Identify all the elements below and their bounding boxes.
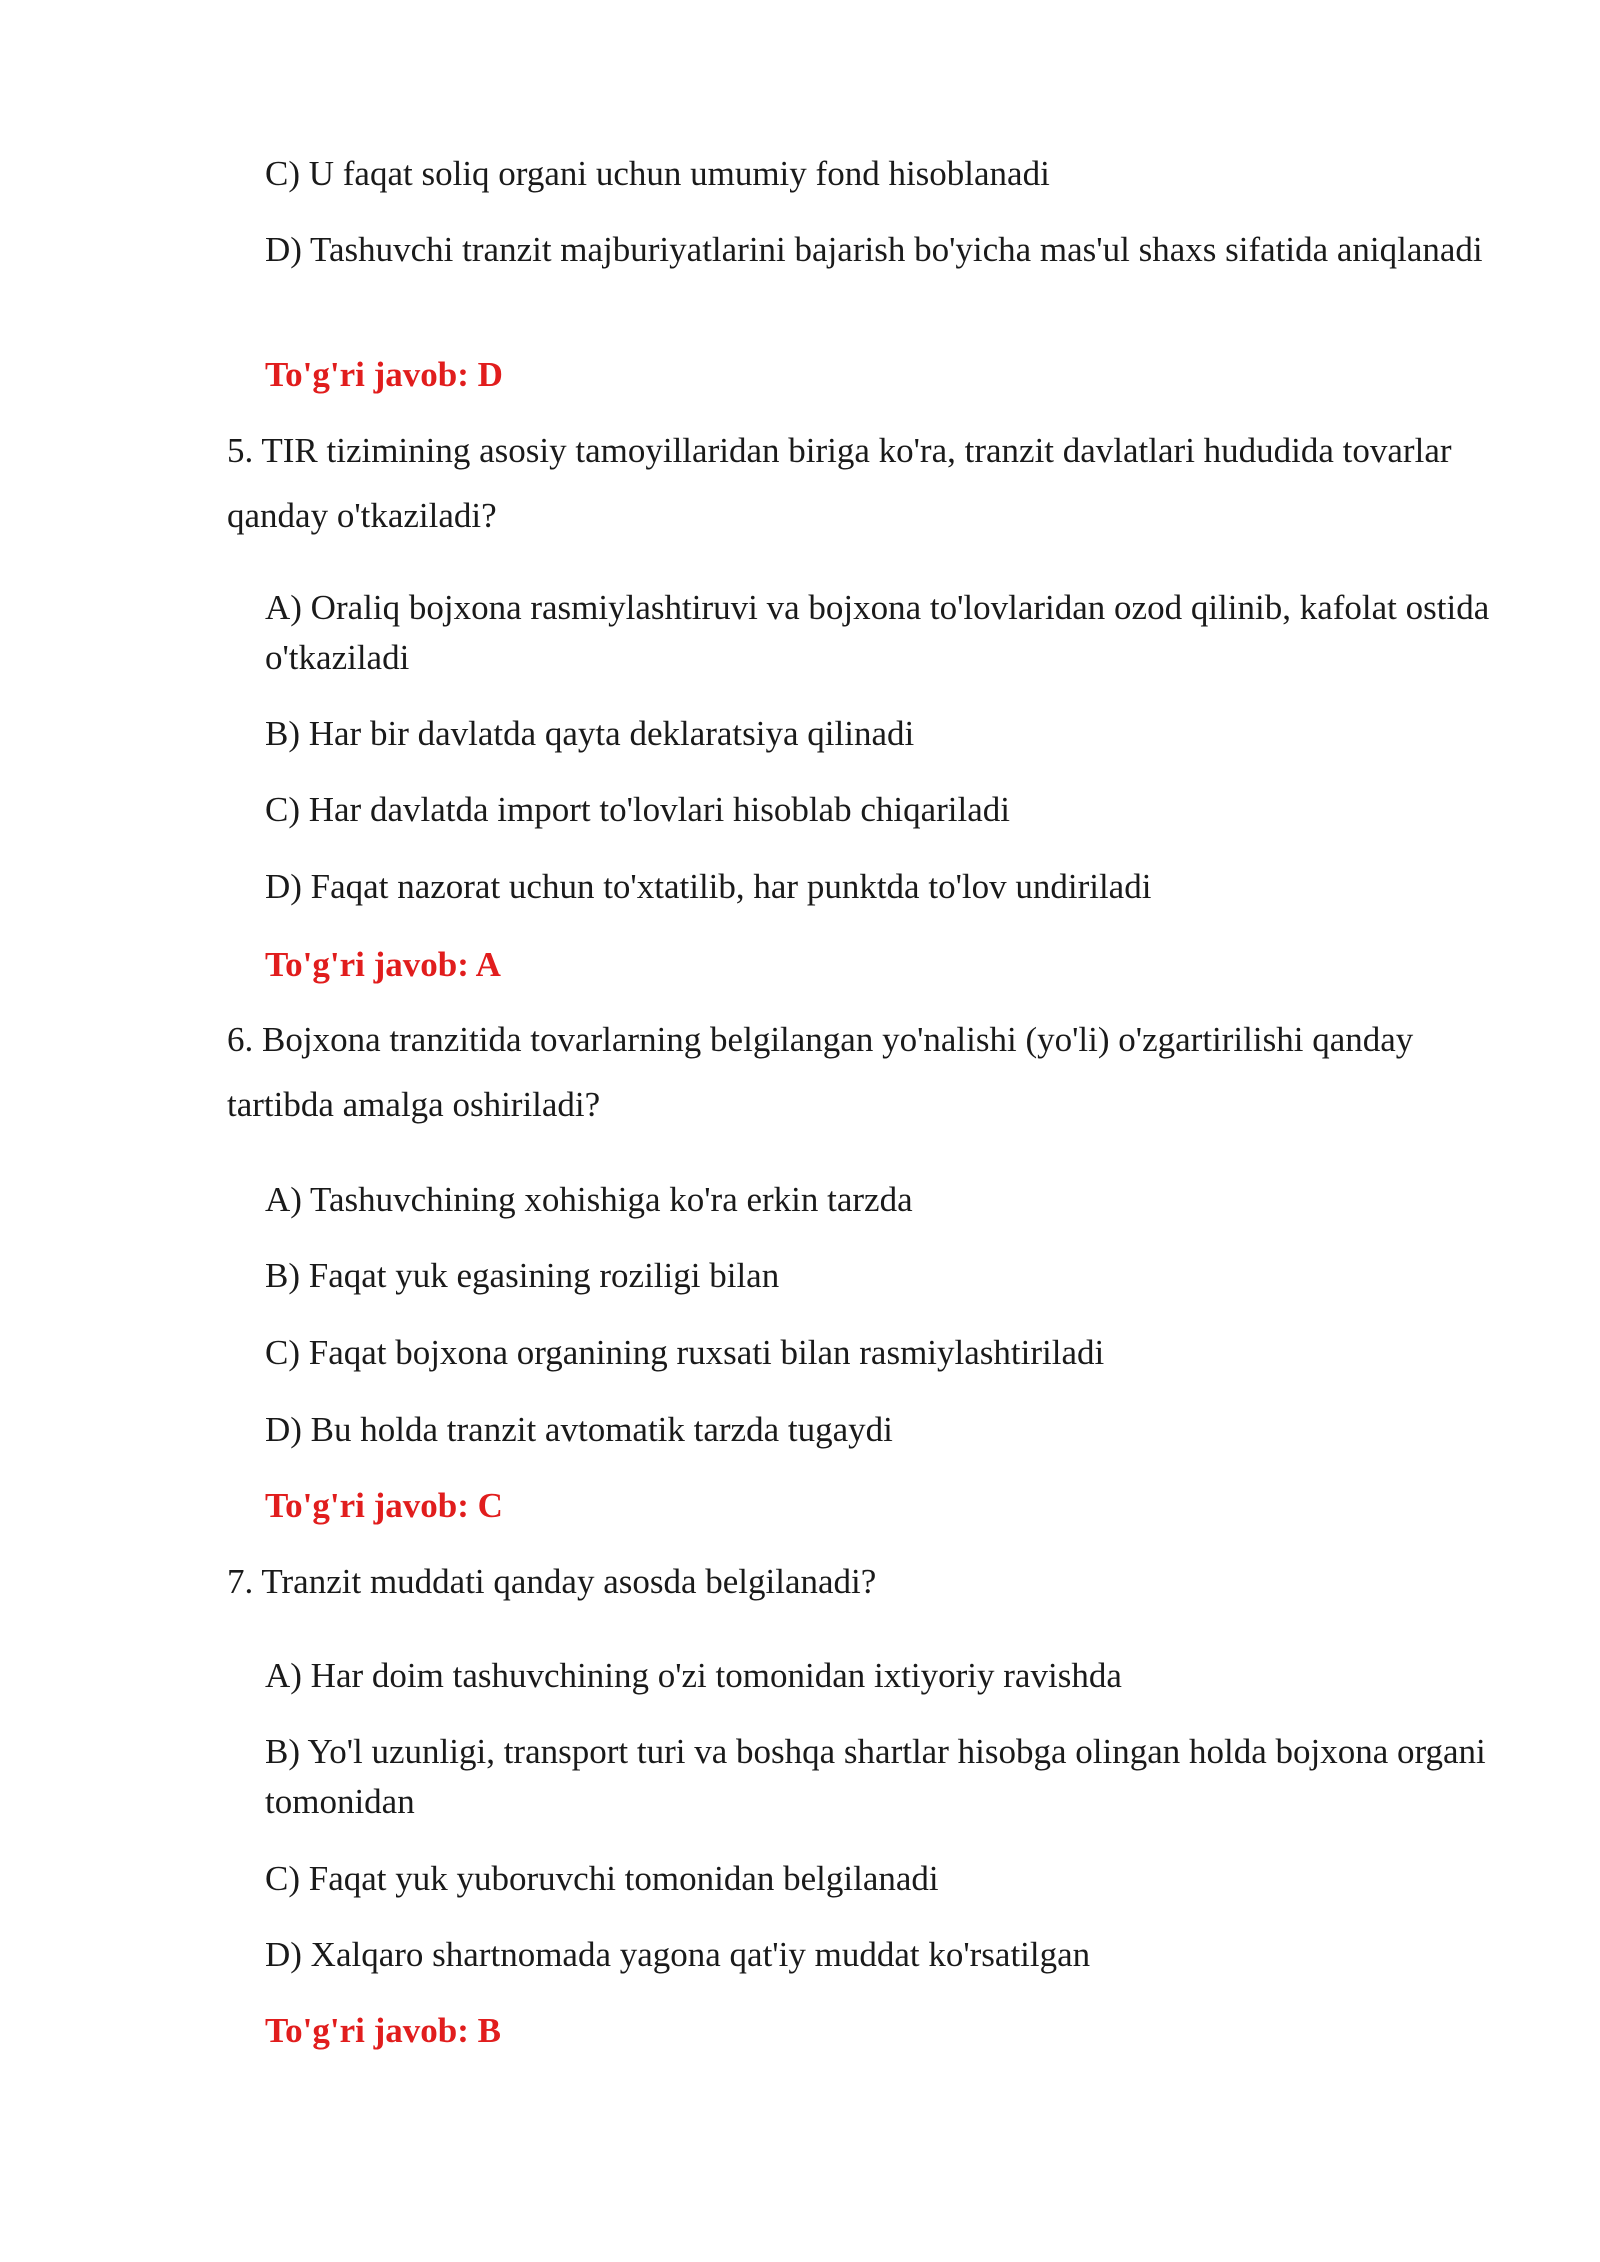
question-6-option-a: A) Tashuvchining xohishiga ko'ra erkin tarzda	[265, 1180, 913, 1219]
prev-option-c: C) U faqat soliq organi uchun umumiy fond hisoblanadi	[265, 154, 1050, 193]
question-7-option-d: D) Xalqaro shartnomada yagona qat'iy muddat ko'rsatilgan	[265, 1935, 1091, 1974]
question-7-option-a: A) Har doim tashuvchining o'zi tomonidan ixtiyoriy ravishda	[265, 1656, 1122, 1695]
question-7-text: 7. Tranzit muddati qanday asosda belgilanadi?	[227, 1562, 877, 1601]
question-5-answer: To'g'ri javob: A	[265, 945, 501, 984]
question-5-option-b: B) Har bir davlatda qayta deklaratsiya qilinadi	[265, 714, 915, 753]
prev-answer: To'g'ri javob: D	[265, 355, 503, 394]
question-6-option-d: D) Bu holda tranzit avtomatik tarzda tugaydi	[265, 1410, 893, 1449]
question-7-option-c: C) Faqat yuk yuboruvchi tomonidan belgilanadi	[265, 1859, 939, 1898]
question-5-option-c: C) Har davlatda import to'lovlari hisoblab chiqariladi	[265, 790, 1010, 829]
question-5-option-d: D) Faqat nazorat uchun to'xtatilib, har punktda to'lov undiriladi	[265, 867, 1152, 906]
question-6-option-c: C) Faqat bojxona organining ruxsati bilan rasmiylashtiriladi	[265, 1333, 1105, 1372]
question-6-answer: To'g'ri javob: C	[265, 1486, 503, 1525]
prev-option-d: D) Tashuvchi tranzit majburiyatlarini bajarish bo'yicha mas'ul shaxs sifatida aniqlanadi	[265, 230, 1483, 269]
question-5-text: 5. TIR tizimining asosiy tamoyillaridan biriga ko'ra, tranzit davlatlari hududida tovarlar qanday o'tkaziladi?	[227, 431, 1452, 535]
question-6-text: 6. Bojxona tranzitida tovarlarning belgilangan yo'nalishi (yo'li) o'zgartirilishi qanday tartibda amalga oshiriladi?	[227, 1020, 1414, 1124]
question-7-option-b: B) Yo'l uzunligi, transport turi va boshqa shartlar hisobga olingan holda bojxona organi tomonidan	[265, 1732, 1486, 1821]
question-5-option-a: A) Oraliq bojxona rasmiylashtiruvi va bojxona to'lovlaridan ozod qilinib, kafolat ostida o'tkaziladi	[265, 588, 1490, 677]
question-6-option-b: B) Faqat yuk egasining roziligi bilan	[265, 1256, 780, 1295]
question-7-answer: To'g'ri javob: B	[265, 2011, 501, 2050]
